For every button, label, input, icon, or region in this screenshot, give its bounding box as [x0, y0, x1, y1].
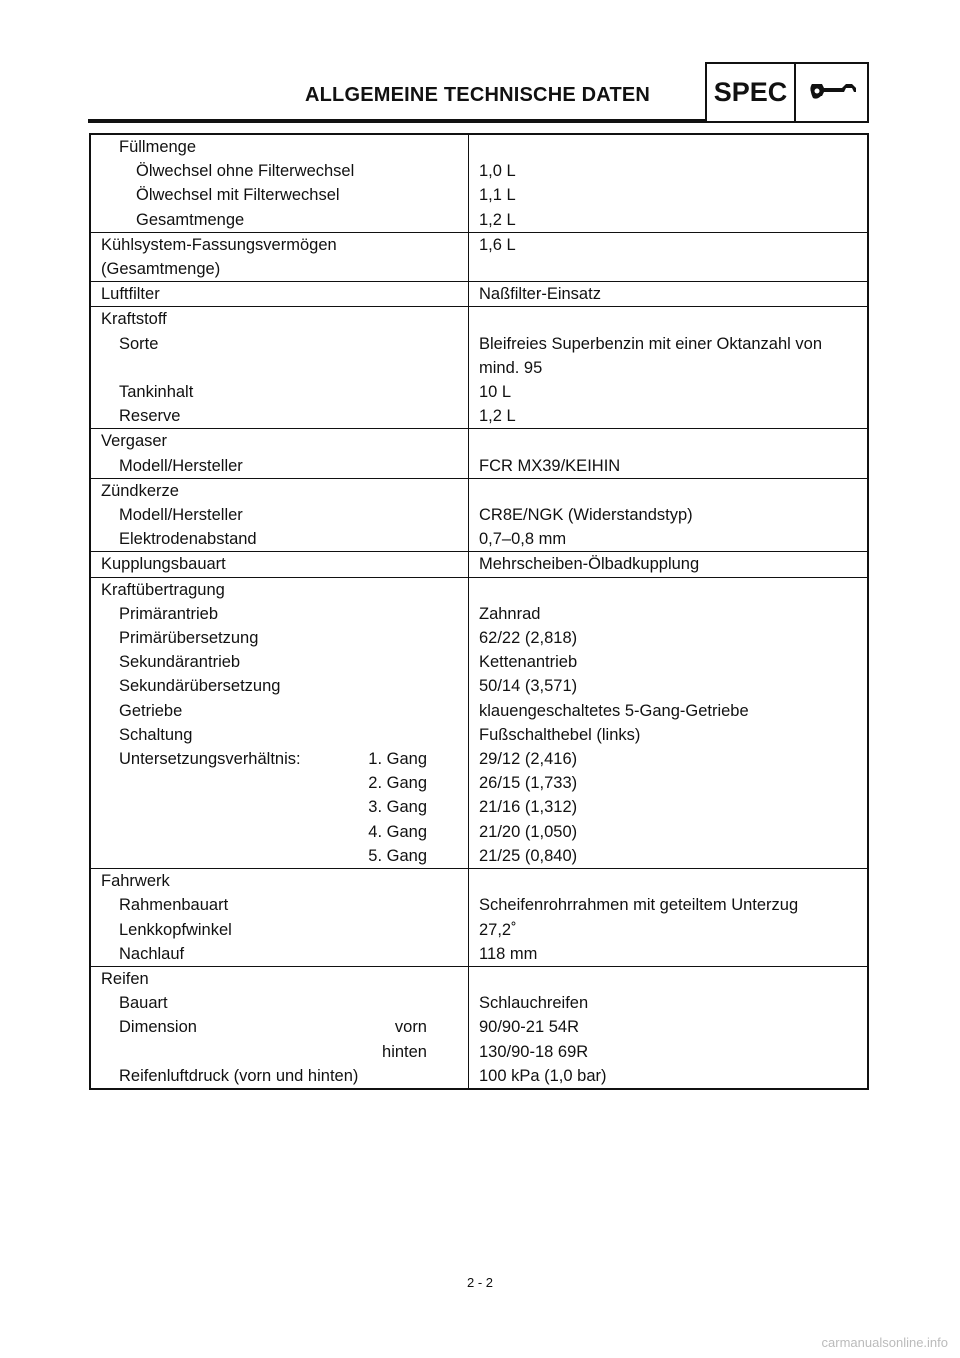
spec-label-text: Sekundärübersetzung — [119, 677, 281, 696]
spec-sublabel: 4. Gang — [368, 822, 427, 841]
spec-value: 1,2 L — [479, 407, 516, 426]
spec-label-text: Füllmenge — [119, 138, 197, 156]
spec-label — [91, 503, 469, 527]
spec-value: 0,7–0,8 mm — [479, 530, 567, 549]
spec-row — [91, 699, 867, 723]
spec-value: Fußschalthebel (links) — [479, 725, 641, 744]
spec-section — [91, 869, 867, 967]
spec-value: 90/90-21 54R — [479, 1018, 579, 1037]
spec-value: Zahnrad — [479, 604, 541, 623]
spec-label — [91, 356, 469, 380]
spec-label — [91, 257, 469, 281]
header-rule — [88, 119, 705, 123]
spec-label-text: Sekundärantrieb — [119, 653, 241, 672]
spec-row — [91, 454, 867, 478]
spec-label — [91, 771, 469, 795]
spec-row — [91, 1040, 867, 1064]
spec-section — [91, 967, 867, 1088]
spec-value — [469, 869, 867, 893]
spec-label — [91, 795, 469, 819]
spec-section — [91, 429, 867, 478]
spec-label-text: Bauart — [119, 994, 168, 1013]
spec-row — [91, 479, 867, 503]
spec-row — [91, 967, 867, 991]
spec-row — [91, 844, 867, 868]
spec-row — [91, 332, 867, 356]
spec-label — [91, 307, 469, 331]
spec-section — [91, 479, 867, 553]
spec-row — [91, 404, 867, 428]
spec-value: 29/12 (2,416) — [479, 750, 578, 769]
spec-row — [91, 429, 867, 453]
spec-value: 10 L — [479, 383, 512, 402]
spec-label — [91, 602, 469, 626]
spec-value — [469, 135, 867, 159]
spec-label — [91, 626, 469, 650]
spec-value: 118 mm — [479, 944, 538, 963]
spec-label — [91, 552, 469, 576]
spec-label — [91, 820, 469, 844]
spec-row — [91, 208, 867, 232]
spec-label — [91, 869, 469, 893]
spec-value: 1,1 L — [479, 186, 516, 205]
spec-sublabel: 2. Gang — [368, 774, 427, 793]
page-title: ALLGEMEINE TECHNISCHE DATEN — [305, 84, 651, 106]
spec-label — [91, 1015, 469, 1039]
spec-label-text: Untersetzungsverhältnis: — [119, 750, 301, 769]
spec-label — [91, 1040, 469, 1064]
spec-label-text: Schaltung — [119, 725, 193, 744]
spec-value: 21/25 (0,840) — [479, 846, 578, 865]
spec-label-text: Kraftübertragung — [101, 580, 225, 599]
spec-row — [91, 747, 867, 771]
spec-row — [91, 356, 867, 380]
spec-label-text: Reserve — [119, 407, 181, 426]
spec-row — [91, 552, 867, 576]
spec-label — [91, 699, 469, 723]
spec-row — [91, 893, 867, 917]
spec-section — [91, 233, 867, 282]
spec-row — [91, 503, 867, 527]
spec-row — [91, 918, 867, 942]
spec-section — [91, 282, 867, 307]
spec-row — [91, 1015, 867, 1039]
spec-value: Kettenantrieb — [479, 653, 578, 672]
spec-value — [469, 429, 867, 453]
spec-row — [91, 869, 867, 893]
spec-value — [469, 967, 867, 991]
spec-value: Scheifenrohrrahmen mit geteiltem Unterzug — [479, 896, 799, 915]
spec-value: 1,2 L — [479, 210, 516, 229]
wrench-icon — [796, 64, 867, 121]
spec-label — [91, 918, 469, 942]
spec-label — [91, 429, 469, 453]
spec-label-text: Reifen — [101, 969, 149, 988]
spec-label-text: Kraftstoff — [101, 310, 167, 329]
spec-row — [91, 650, 867, 674]
spec-value: Naßfilter-Einsatz — [479, 285, 601, 304]
spec-label — [91, 991, 469, 1015]
spec-label: SPEC — [707, 64, 796, 121]
spec-row — [91, 1064, 867, 1088]
spec-row — [91, 602, 867, 626]
spec-label — [91, 578, 469, 602]
spec-row — [91, 674, 867, 698]
spec-row — [91, 307, 867, 331]
spec-row — [91, 723, 867, 747]
spec-label-text: Rahmenbauart — [119, 896, 229, 915]
spec-badge — [705, 62, 869, 123]
spec-row — [91, 527, 867, 551]
spec-value: Mehrscheiben-Ölbadkupplung — [479, 555, 700, 574]
spec-value: 130/90-18 69R — [479, 1042, 589, 1061]
spec-label-text: Vergaser — [101, 432, 168, 451]
spec-value: 62/22 (2,818) — [479, 629, 578, 648]
spec-row — [91, 771, 867, 795]
spec-label-text: Getriebe — [119, 701, 183, 720]
spec-label — [91, 479, 469, 503]
spec-value: klauengeschaltetes 5-Gang-Getriebe — [479, 701, 749, 720]
spec-label — [91, 404, 469, 428]
spec-row — [91, 942, 867, 966]
spec-value — [469, 479, 867, 503]
spec-value: 100 kPa (1,0 bar) — [479, 1066, 607, 1085]
spec-label-text: Ölwechsel mit Filterwechsel — [136, 186, 340, 205]
spec-value — [469, 307, 867, 331]
spec-value: 1,0 L — [479, 162, 516, 181]
spec-label — [91, 844, 469, 868]
spec-label-text: Modell/Hersteller — [119, 506, 243, 525]
spec-row — [91, 159, 867, 183]
spec-label-text: Reifenluftdruck (vorn und hinten) — [119, 1066, 359, 1085]
spec-row — [91, 257, 867, 281]
spec-label — [91, 747, 469, 771]
spec-value: 1,6 L — [479, 235, 516, 254]
spec-value: 50/14 (3,571) — [479, 677, 578, 696]
spec-label — [91, 967, 469, 991]
spec-label — [91, 1064, 469, 1088]
spec-section — [91, 135, 867, 233]
watermark: carmanualsonline.info — [821, 1335, 948, 1350]
spec-value — [469, 257, 867, 281]
spec-row — [91, 795, 867, 819]
spec-row — [91, 820, 867, 844]
spec-sublabel: 1. Gang — [368, 750, 427, 769]
spec-label — [91, 233, 469, 257]
spec-label-text: Fahrwerk — [101, 872, 170, 891]
spec-label — [91, 332, 469, 356]
spec-value: 26/15 (1,733) — [479, 774, 578, 793]
spec-row — [91, 380, 867, 404]
spec-value: 27,2˚ — [479, 920, 517, 939]
spec-label-text: Luftfilter — [101, 285, 160, 304]
spec-row — [91, 135, 867, 159]
spec-label-text: Gesamtmenge — [136, 210, 245, 229]
spec-label-text: Primärantrieb — [119, 604, 219, 623]
spec-value — [469, 578, 867, 602]
spec-label-text: Ölwechsel ohne Filterwechsel — [136, 162, 355, 181]
spec-label — [91, 282, 469, 306]
spec-value: FCR MX39/KEIHIN — [479, 456, 621, 475]
spec-row — [91, 282, 867, 306]
spec-section — [91, 578, 867, 869]
spec-row — [91, 991, 867, 1015]
spec-label — [91, 208, 469, 232]
spec-value: Bleifreies Superbenzin mit einer Oktanzahl von — [479, 334, 823, 353]
spec-label — [91, 674, 469, 698]
spec-label — [91, 183, 469, 207]
spec-table — [89, 133, 869, 1090]
spec-label — [91, 723, 469, 747]
spec-sublabel: hinten — [382, 1042, 427, 1061]
spec-row — [91, 233, 867, 257]
spec-row — [91, 578, 867, 602]
spec-value: 21/20 (1,050) — [479, 822, 578, 841]
spec-label — [91, 650, 469, 674]
spec-label-text: Zündkerze — [101, 481, 179, 500]
spec-label-text: Kupplungsbauart — [101, 555, 226, 574]
spec-label-text: Nachlauf — [119, 944, 185, 963]
spec-sublabel: vorn — [394, 1018, 427, 1037]
spec-value: mind. 95 — [479, 358, 543, 377]
spec-label-text: Kühlsystem-Fassungsvermögen — [101, 235, 337, 254]
spec-label — [91, 135, 469, 159]
spec-label-text: Sorte — [119, 334, 159, 353]
spec-section — [91, 307, 867, 429]
spec-label — [91, 454, 469, 478]
spec-row — [91, 626, 867, 650]
spec-value: CR8E/NGK (Widerstandstyp) — [479, 506, 693, 525]
spec-label-text: Elektrodenabstand — [119, 530, 257, 549]
spec-label-text: Primärübersetzung — [119, 629, 259, 648]
spec-label-text: Lenkkopfwinkel — [119, 920, 232, 939]
spec-label — [91, 527, 469, 551]
spec-value: Schlauchreifen — [479, 994, 589, 1013]
spec-label — [91, 159, 469, 183]
spec-section — [91, 552, 867, 577]
spec-sublabel: 3. Gang — [368, 798, 427, 817]
spec-label — [91, 380, 469, 404]
spec-label — [91, 893, 469, 917]
spec-label-text: Dimension — [119, 1018, 197, 1037]
spec-value: 21/16 (1,312) — [479, 798, 578, 817]
page-number: 2 - 2 — [466, 1275, 493, 1290]
spec-label-text: Modell/Hersteller — [119, 456, 243, 475]
spec-label — [91, 942, 469, 966]
spec-label-text: Tankinhalt — [119, 383, 194, 402]
spec-label-text: (Gesamtmenge) — [101, 260, 221, 279]
spec-row — [91, 183, 867, 207]
spec-sublabel: 5. Gang — [368, 846, 427, 865]
